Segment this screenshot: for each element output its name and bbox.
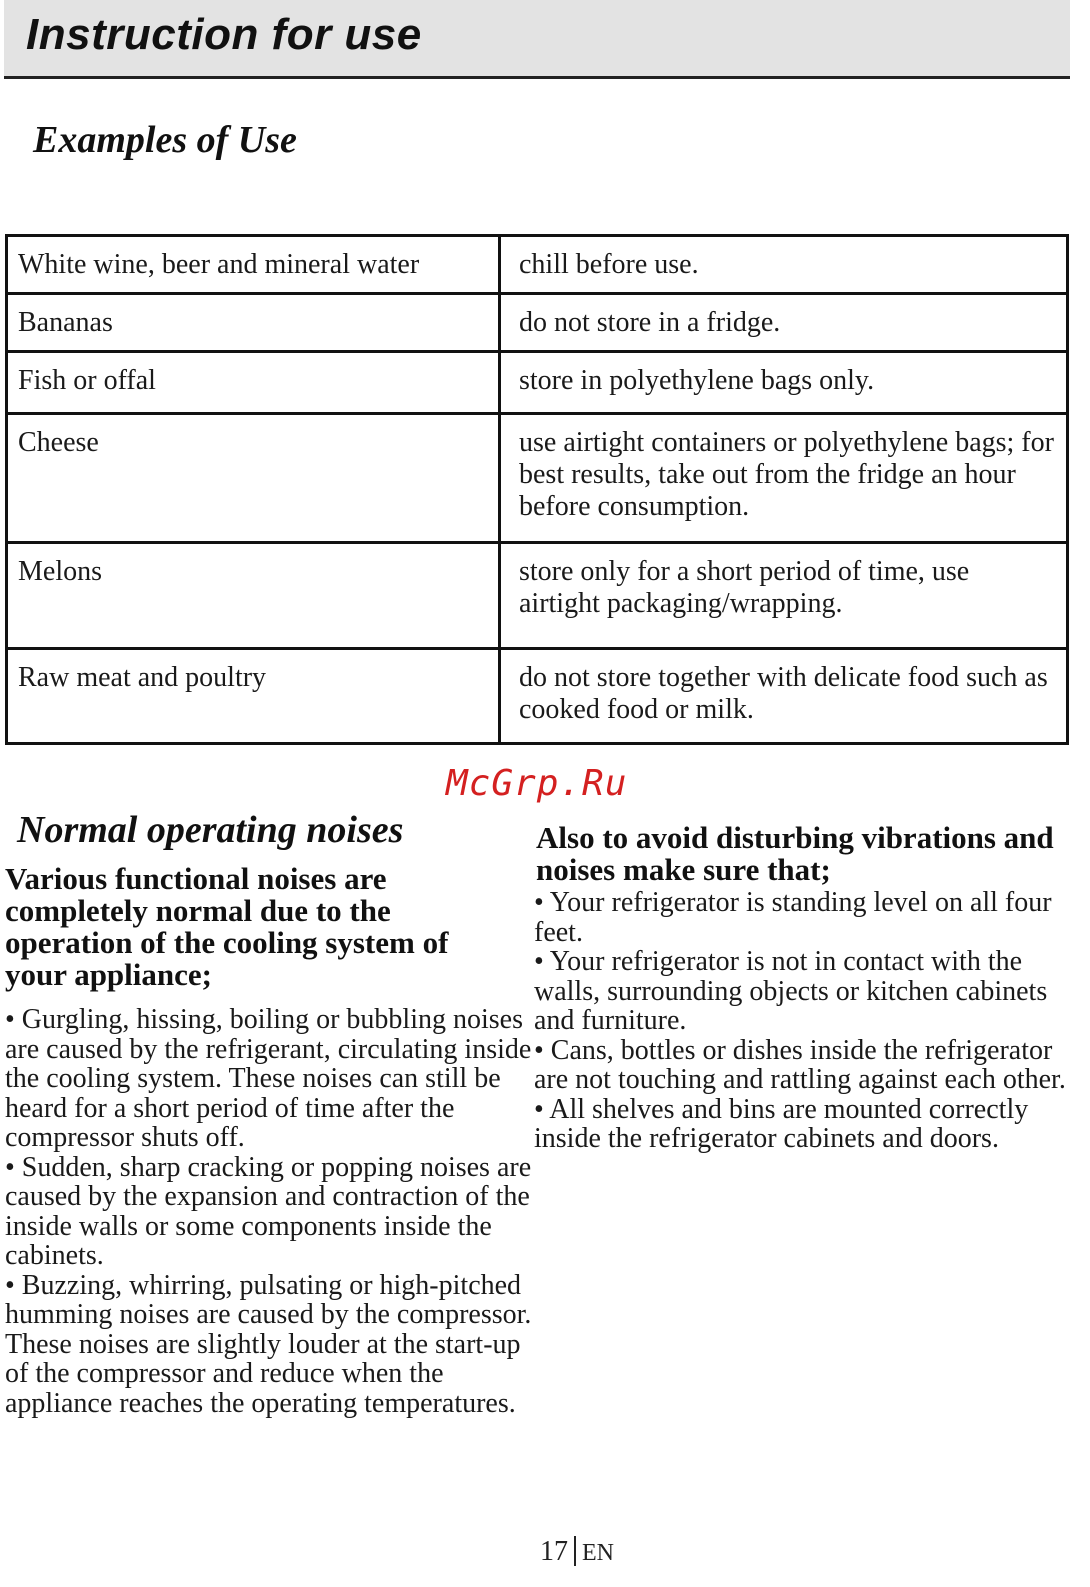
watermark: McGrp.Ru bbox=[446, 763, 628, 804]
food-cell: Raw meat and poultry bbox=[7, 649, 500, 744]
noises-title: Normal operating noises bbox=[17, 809, 404, 851]
list-item: • All shelves and bins are mounted correctly inside the refrigerator cabinets and doors. bbox=[534, 1093, 1029, 1154]
noises-list bbox=[5, 1005, 535, 1418]
advice-cell: do not store together with delicate food such as cooked food or milk. bbox=[500, 649, 1068, 744]
examples-title: Examples of Use bbox=[33, 119, 297, 161]
page-number: 17 bbox=[540, 1536, 568, 1567]
list-item: • Your refrigerator is not in contact with the walls, surrounding objects or kitchen cabinets and furniture. bbox=[534, 946, 1048, 1036]
list-item: • Buzzing, whirring, pulsating or high-pitched humming noises are caused by the compressor. These noises are slightly louder at the start-up of the compressor and reduce when the appliance reaches the operating temperatures. bbox=[5, 1269, 532, 1419]
page-title: Instruction for use bbox=[26, 10, 422, 59]
table-row bbox=[7, 236, 1068, 294]
examples-table bbox=[5, 234, 1069, 745]
food-cell: Fish or offal bbox=[7, 352, 500, 414]
advice-cell: do not store in a fridge. bbox=[500, 294, 1068, 352]
table-row bbox=[7, 543, 1068, 649]
food-cell: Cheese bbox=[7, 414, 500, 543]
table-row bbox=[7, 352, 1068, 414]
list-item: • Cans, bottles or dishes inside the refrigerator are not touching and rattling against each other. bbox=[534, 1034, 1066, 1095]
list-item: • Gurgling, hissing, boiling or bubbling noises are caused by the refrigerant, circulating inside the cooling system. These noises can still be heard for a short period of time after the compressor shuts off. bbox=[5, 1004, 532, 1153]
table-row bbox=[7, 414, 1068, 543]
footer-divider bbox=[574, 1536, 576, 1566]
vibrations-lead: Also to avoid disturbing vibrations and noises make sure that; bbox=[536, 820, 1054, 887]
list-item: • Sudden, sharp cracking or popping noises are caused by the expansion and contraction of the inside walls or some components inside the cabinets. bbox=[5, 1151, 532, 1271]
page-footer bbox=[540, 1536, 614, 1568]
language-code: EN bbox=[582, 1540, 614, 1566]
advice-cell: store in polyethylene bags only. bbox=[500, 352, 1068, 414]
food-cell: Bananas bbox=[7, 294, 500, 352]
vibrations-list bbox=[534, 888, 1082, 1154]
advice-cell: store only for a short period of time, use airtight packaging/wrapping. bbox=[500, 543, 1068, 649]
noises-lead: Various functional noises are completely normal due to the operation of the cooling system of your appliance; bbox=[5, 861, 449, 992]
food-cell: Melons bbox=[7, 543, 500, 649]
table-row bbox=[7, 649, 1068, 744]
advice-cell: use airtight containers or polyethylene bags; for best results, take out from the fridge an hour before consumption. bbox=[500, 414, 1068, 543]
advice-cell: chill before use. bbox=[500, 236, 1068, 294]
food-cell: White wine, beer and mineral water bbox=[7, 236, 500, 294]
table-row bbox=[7, 294, 1068, 352]
list-item: • Your refrigerator is standing level on all four feet. bbox=[534, 887, 1052, 948]
page-header bbox=[4, 0, 1070, 79]
